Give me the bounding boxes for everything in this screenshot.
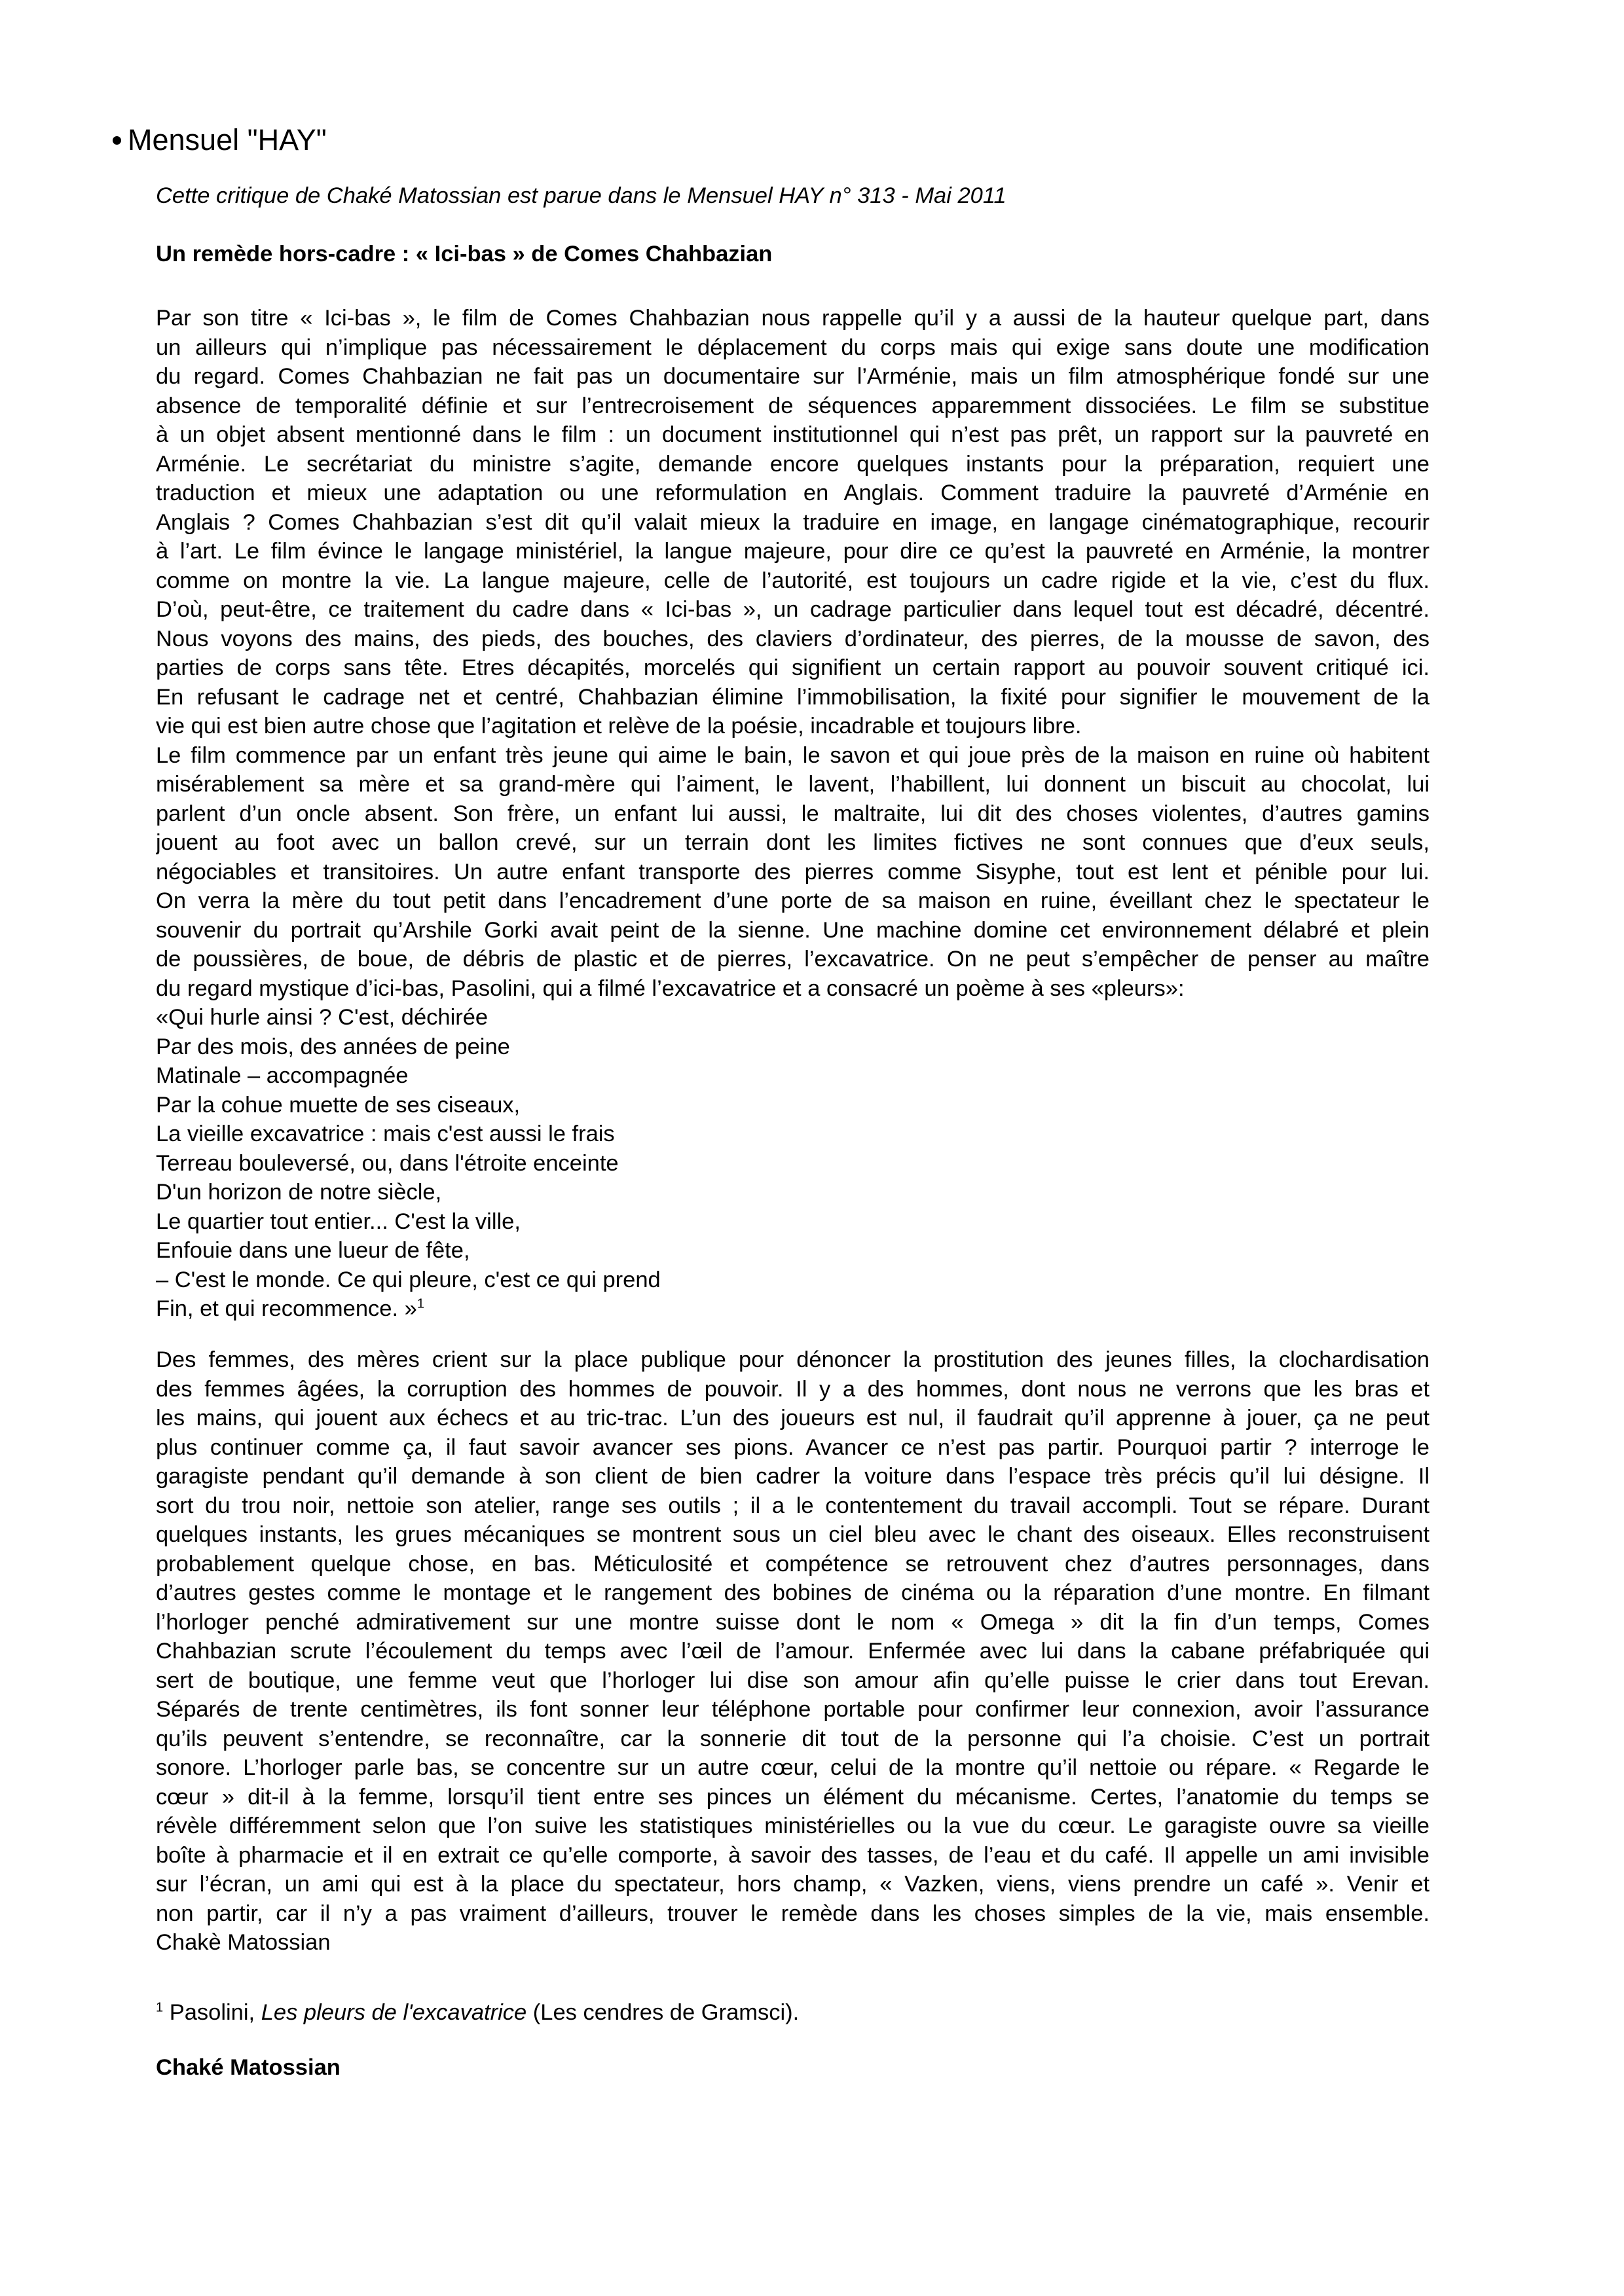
text-line: Fin, et qui recommence. »$^1$ [156, 1296, 424, 1321]
text-line: comme on montre la vie. La langue majeure, celle de l’autorité, est toujours un cadre rigide et la vie, c’est du flux. [156, 568, 1430, 593]
text-line: «Qui hurle ainsi ? C'est, déchirée [156, 1005, 489, 1030]
text-line: traduction et mieux une adaptation ou une reformulation en Anglais. Comment traduire la pauvreté d’Arménie en [156, 481, 1430, 505]
text-line: à un objet absent mentionné dans le film : un document institutionnel qui n’est pas prêt, un rapport sur la pauvreté en [156, 422, 1430, 447]
text-line: Le film commence par un enfant très jeune qui aime le bain, le savon et qui joue près de la maison en ruine où habitent [156, 742, 1430, 768]
section-heading [113, 122, 327, 158]
bullet-icon [113, 136, 121, 145]
text-line: du regard mystique d’ici-bas, Pasolini, qui a filmé l’excavatrice et a consacré un poème à ses «pleurs»: [156, 975, 1185, 1001]
text-line: Séparés de trente centimètres, ils font sonner leur téléphone portable pour confirmer leur connexion, avoir l’assurance [156, 1697, 1430, 1722]
text-line: D’où, peut-être, ce traitement du cadre dans « Ici-bas », un cadrage particulier dans lequel tout est décadré, décentré. [156, 597, 1430, 622]
text-line: parties de corps sans tête. Etres décapités, morcelés qui signifient un certain rapport au pouvoir souvent critiqué ici. [156, 655, 1430, 680]
text-line: non partir, car il n’y a pas vraiment d’ailleurs, trouver le remède dans les choses simples de la vie, mais ensemble. [156, 1901, 1430, 1926]
footnote [156, 1998, 1430, 2028]
article-body-part1 [156, 304, 1430, 1324]
text-line: Enfouie dans une lueur de fête, [156, 1238, 470, 1263]
text-line: Anglais ? Comes Chahbazian s’est dit qu’il valait mieux la traduire en image, en langage cinématographique, recourir [156, 509, 1430, 535]
text-line: quelques instants, les grues mécaniques se montrent sous un ciel bleu avec le chant des oiseaux. Elles reconstruisent [156, 1522, 1430, 1547]
text-line: Par son titre « Ici-bas », le film de Comes Chahbazian nous rappelle qu’il y a aussi de la hauteur quelque part, dans [156, 306, 1430, 331]
text-line: négociables et transitoires. Un autre enfant transporte des pierres comme Sisyphe, tout est lent et pénible pour lui. [156, 859, 1430, 884]
text-line: l’horloger penché admirativement sur une montre suisse dont le nom « Omega » dit la fin d’un temps, Comes [156, 1609, 1430, 1635]
text-line: Chakè Matossian [156, 1930, 331, 1955]
text-line: Terreau bouleversé, ou, dans l'étroite enceinte [156, 1150, 619, 1176]
text-line: sonore. L’horloger parle bas, se concentre sur un autre cœur, celui de la montre qu’il nettoie ou répare. « Regarde le [156, 1755, 1430, 1780]
text-line: D'un horizon de notre siècle, [156, 1180, 442, 1205]
text-line: plus continuer comme ça, il faut savoir avancer ses pions. Avancer ce n’est pas partir. Pourquoi partir ? interroge le [156, 1434, 1430, 1460]
text-line: d’autres gestes comme le montage et le rangement des bobines de cinéma ou la réparation d’une montre. En filmant [156, 1580, 1430, 1605]
text-line: vie qui est bien autre chose que l’agitation et relève de la poésie, incadrable et toujours libre. [156, 714, 1082, 738]
text-line: Matinale – accompagnée [156, 1063, 409, 1088]
text-line: des femmes âgées, la corruption des hommes de pouvoir. Il y a des hommes, dont nous ne verrons que les bras et [156, 1376, 1430, 1402]
article-body-part2 [156, 1345, 1430, 1958]
text-line: Par la cohue muette de ses ciseaux, [156, 1092, 521, 1118]
footnote-work-title: Les pleurs de l'excavatrice [261, 2000, 527, 2025]
text-line: La vieille excavatrice : mais c'est aussi le frais [156, 1121, 615, 1146]
intro-note: Cette critique de Chaké Matossian est parue dans le Mensuel HAY n° 313 - Mai 2011 [156, 183, 1006, 208]
text-line: – C'est le monde. Ce qui pleure, c'est ce qui prend [156, 1267, 661, 1292]
text-line: Des femmes, des mères crient sur la place publique pour dénoncer la prostitution des jeunes filles, la clochardisation [156, 1347, 1430, 1372]
text-line: cœur » dit-il à la femme, lorsqu’il tient entre ses pinces un élément du mécanisme. Certes, l’anatomie du temps se [156, 1784, 1430, 1810]
text-line: souvenir du portrait qu’Arshile Gorki avait peint de la sienne. Une machine domine cet environnement délabré et plein [156, 917, 1430, 943]
article-title: Un remède hors-cadre : « Ici-bas » de Comes Chahbazian [156, 242, 773, 266]
text-line: parlent d’un oncle absent. Son frère, un enfant lui aussi, le maltraite, lui dit des choses violentes, d’autres gamins [156, 801, 1430, 826]
text-line: Le quartier tout entier... C'est la ville, [156, 1209, 521, 1234]
footnote-mark: 1 [156, 2000, 164, 2015]
text-line: du regard. Comes Chahbazian ne fait pas un documentaire sur l’Arménie, mais un film atmosphérique fondé sur une [156, 364, 1430, 389]
footnote-reference[interactable]: 1 [416, 1296, 424, 1311]
heading-text: Mensuel "HAY" [128, 123, 327, 156]
text-line: garagiste pendant qu’il demande à son client de bien cadrer la voiture dans l’espace très précis qu’il lui désigne. Il [156, 1464, 1430, 1489]
signature: Chaké Matossian [156, 2055, 341, 2080]
text-line: Nous voyons des mains, des pieds, des bouches, des claviers d’ordinateur, des pierres, de la mousse de savon, des [156, 626, 1430, 651]
footnote-source: (Les cendres de Gramsci). [526, 2000, 800, 2025]
text-line: absence de temporalité définie et sur l’entrecroisement de séquences apparemment dissociées. Le film se substitue [156, 393, 1430, 418]
text-line: de poussières, de boue, de débris de plastic et de pierres, l’excavatrice. On ne peut s’empêcher de penser au maître [156, 947, 1430, 972]
text-line: révèle différemment selon que l’on suive les statistiques ministérielles ou la vue du cœur. Le garagiste ouvre sa vieille [156, 1813, 1430, 1838]
text-line: à l’art. Le film évince le langage ministériel, la langue majeure, pour dire ce qu’est la pauvreté en Arménie, la montrer [156, 539, 1430, 564]
text-line: sert de boutique, une femme veut que l’horloger lui dise son amour afin qu’elle puisse le crier dans tout Erevan. [156, 1667, 1430, 1693]
text-line: Chahbazian scrute l’écoulement du temps avec l’œil de l’amour. Enfermée avec lui dans la cabane préfabriquée qui [156, 1639, 1430, 1664]
text-line: qu’ils peuvent s’entendre, se reconnaître, car la sonnerie dit tout de la personne qui l’a choisie. C’est un portrait [156, 1726, 1430, 1751]
text-line: Arménie. Le secrétariat du ministre s’agite, demande encore quelques instants pour la préparation, requiert une [156, 451, 1430, 477]
text-line: misérablement sa mère et sa grand-mère qui l’aiment, le lavent, l’habillent, lui donnent un biscuit au chocolat, lui [156, 772, 1430, 797]
text-line: un ailleurs qui n’implique pas nécessairement le déplacement du corps mais qui exige sans doute une modification [156, 335, 1430, 360]
footnote-author: Pasolini, [169, 2000, 261, 2025]
text-line: En refusant le cadrage net et centré, Chahbazian élimine l’immobilisation, la fixité pour signifier le mouvement de la [156, 684, 1430, 710]
text-line: sort du trou noir, nettoie son atelier, range ses outils ; il a le contentement du travail accompli. Tout se répare. Durant [156, 1493, 1430, 1518]
text-line: boîte à pharmacie et il en extrait ce qu’elle comporte, à savoir des tasses, de l’eau et du café. Il appelle un ami invisible [156, 1842, 1430, 1868]
text-line: Par des mois, des années de peine [156, 1034, 510, 1059]
text-line: sur l’écran, un ami qui est à la place du spectateur, hors champ, « Vazken, viens, viens prendre un café ». Venir et [156, 1872, 1430, 1897]
text-line: jouent au foot avec un ballon crevé, sur un terrain dont les limites fictives ne sont connues que d’eux seuls, [156, 830, 1430, 855]
text-line: probablement quelque chose, en bas. Méticulosité et compétence se retrouvent chez d’autres personnages, dans [156, 1551, 1430, 1576]
text-line: On verra la mère du tout petit dans l’encadrement d’une porte de sa maison en ruine, éveillant chez le spectateur le [156, 888, 1430, 913]
text-line: les mains, qui jouent aux échecs et au tric-trac. L’un des joueurs est nul, il faudrait qu’il apprenne à jouer, ça ne peut [156, 1406, 1430, 1430]
